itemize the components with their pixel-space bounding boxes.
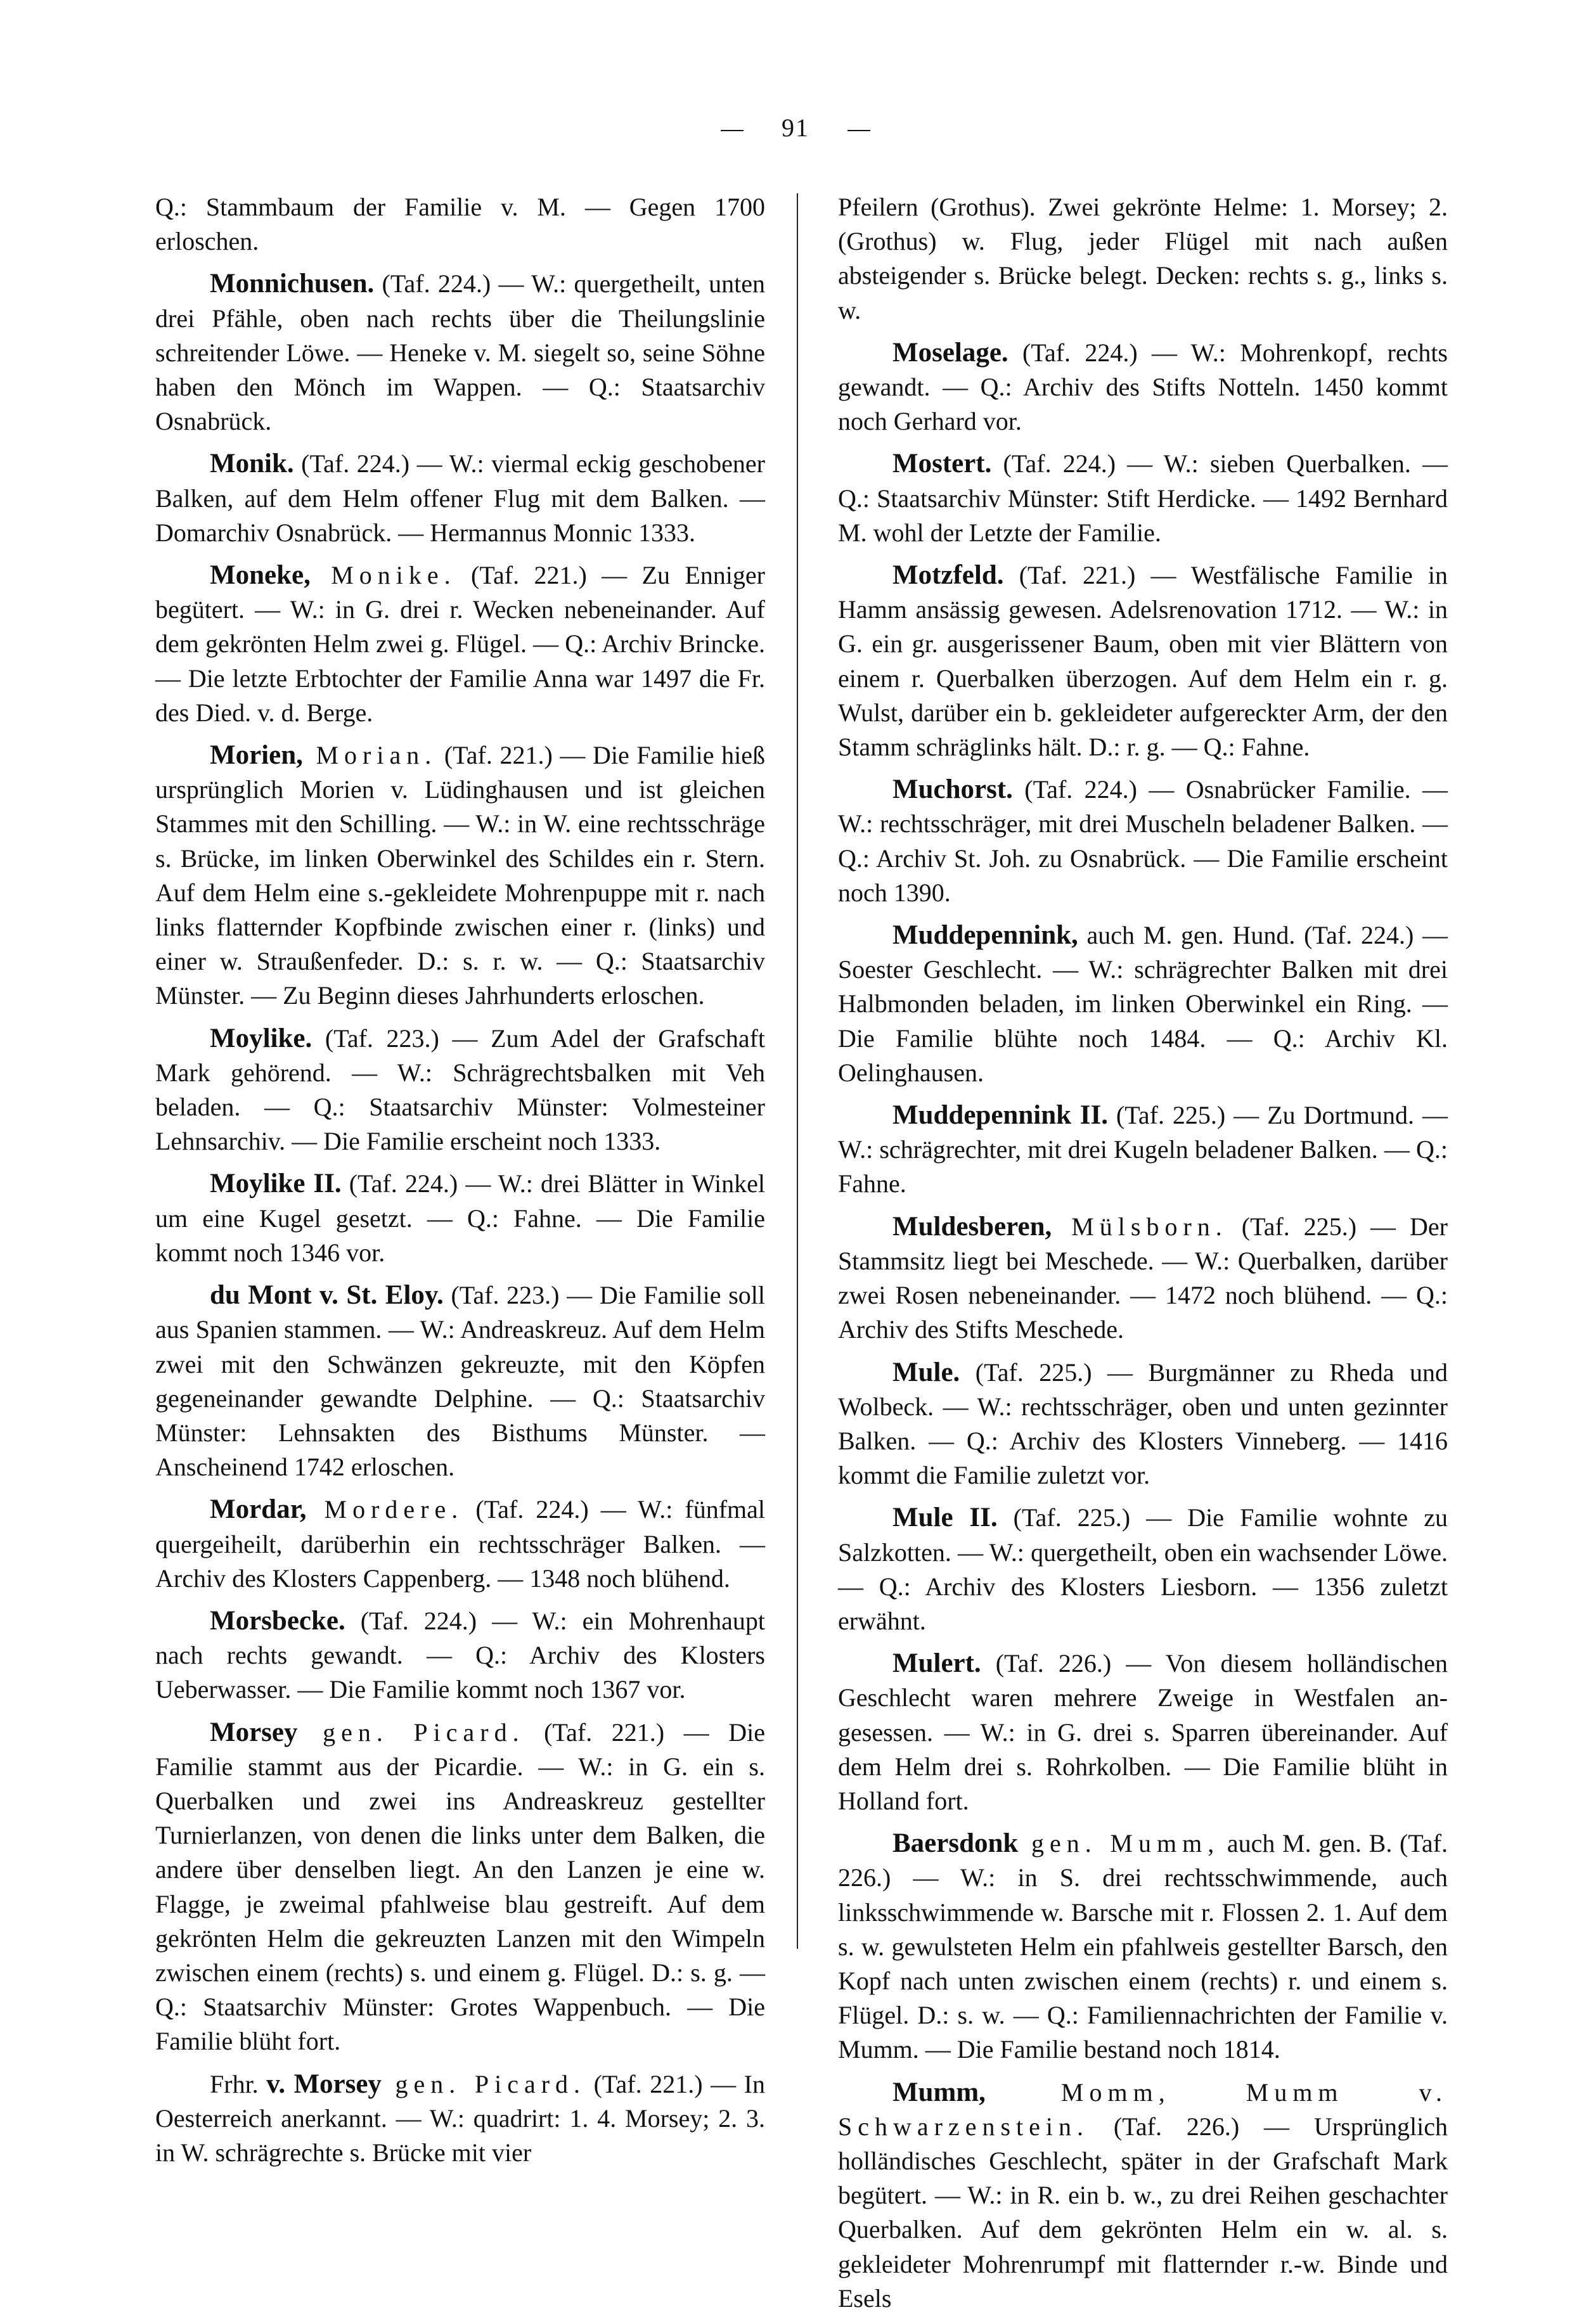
entry-headword: Baersdonk	[892, 1828, 1019, 1859]
entry-headword: Monnichusen.	[210, 269, 375, 299]
entry-body: (Taf. 226.) — Von diesem holländischen Geschlecht waren mehrere Zweige in Westfalen angesessen. — W.: in G. drei s. Sparren übereinander. Auf dem Helm drei s. Rohrkolben. — Die Familie blüht in Holland fort.	[838, 1649, 1448, 1815]
entry-headword: Moneke,	[210, 560, 311, 591]
entry-headword: Mule.	[892, 1357, 960, 1387]
entry-alt-name: Monike.	[310, 561, 456, 590]
entry-body: (Taf. 225.) — Burgmänner zu Rheda und Wolbeck. — W.: rechtsschräger, oben und unten gezinnter Balken. — Q.: Archiv des Klosters Vinneberg. — 1416 kommt die Familie zuletzt vor.	[838, 1358, 1448, 1490]
entry-muddepennink	[838, 918, 1448, 1090]
entry-body: (Taf. 223.) — Die Familie soll aus Spanien stammen. — W.: Andreaskreuz. Auf dem Helm zwei mit den Schwänzen gekreuzte, mit den Köpfen gegeneinander gewandte Delphine. — Q.: Staatsarchiv Münster: Lehnsakten des Bisthums Münster. — Anscheinend 1742 erloschen.	[155, 1281, 765, 1482]
entry-muchorst	[838, 773, 1448, 910]
entry-headword: du Mont v. St. Eloy.	[210, 1280, 444, 1311]
entry-headword: Morsey	[210, 1717, 298, 1747]
entry-headword: Mule II.	[892, 1503, 998, 1533]
entry-headword: Mostert.	[892, 449, 992, 479]
entry-body: (Taf. 221.) — Zu Enniger begütert. — W.: in G. drei r. Wecken nebeneinander. Auf dem gekrönten Helm zwei g. Flügel. — Q.: Archiv Brincke. — Die letzte Erbtochter der Familie Anna war 1497 die Fr. des Died. v. d. Berge.	[155, 561, 765, 727]
entry-morsbecke	[155, 1604, 765, 1707]
entry-body: (Taf. 221.) — In Oesterreich anerkannt. — W.: quadrirt: 1. 4. Morsey; 2. 3. in W. schrägrechte s. Brücke mit vier	[155, 2069, 765, 2167]
entry-body: (Taf. 224.) — W.: Mohrenkopf, rechts gewandt. — Q.: Archiv des Stifts Notteln. 1450 kommt noch Gerhard vor.	[838, 338, 1448, 436]
entry-body: (Taf. 221.) — Westfälische Familie in Hamm ansässig gewesen. Adelsrenovation 1712. — W.: in G. ein gr. ausgerissener Baum, oben mit vier Blättern von einem r. Querbalken überzogen. Auf dem Helm ein r. g. Wulst, darüber ein b. gekleideter aufgereckter Arm, der den Stamm schräglinks hält. D.: r. g. — Q.: Fahne.	[838, 561, 1448, 762]
entry-headword: Morien,	[210, 740, 303, 771]
continuation-text: Q.: Stammbaum der Familie v. M. — Gegen 1700 erloschen.	[155, 193, 765, 256]
left-column	[155, 190, 765, 2178]
entry-headword: Motzfeld.	[892, 560, 1004, 591]
entry-headword: Moselage.	[892, 337, 1008, 368]
entry-headword: Morsbecke.	[210, 1605, 345, 1636]
entry-frhr-v-morsey	[155, 2067, 765, 2171]
entry-headword: Moylike.	[210, 1023, 312, 1053]
entry-body: (Taf. 224.) — W.: quergetheilt, unten drei Pfähle, oben nach rechts über die Theilungslinie schreitender Löwe. — Heneke v. M. siegelt so, seine Söhne haben den Mönch im Wappen. — Q.: Staatsarchiv Osnabrück.	[155, 269, 765, 436]
entry-headword: Mulert.	[892, 1648, 981, 1679]
entry-headword: Mumm,	[892, 2077, 986, 2107]
entry-headword: Muchorst.	[892, 774, 1013, 805]
entry-body: (Taf. 224.) — W.: sieben Querbalken. — Q.: Staatsarchiv Münster: Stift Herdicke. — 1492 Bernhard M. wohl der Letzte der Familie.	[838, 449, 1448, 547]
entry-baersdonk	[838, 1826, 1448, 2067]
entry-headword: Moylike II.	[210, 1169, 342, 1199]
entry-body: auch M. gen. B. (Taf. 226.) — W.: in S. drei rechtsschwimmende, auch linksschwimmende w. Barsche mit r. Flossen 2. 1. Auf dem s. w. gewulsteten Helm ein pfahlweis gestellter Barsch, den Kopf nach unten zwischen einem (rechts) r. und einem s. Flügel. D.: s. w. — Q.: Familiennachrichten der Familie v. Mumm. — Die Familie bestand noch 1814.	[838, 1829, 1448, 2064]
entry-body: (Taf. 224.) — W.: fünfmal quergeiheilt, darüberhin ein rechtsschräger Balken. — Archiv des Klosters Cappenberg. — 1348 noch blühend.	[155, 1495, 766, 1593]
entry-moylike-ii	[155, 1167, 765, 1270]
entry-monik	[155, 447, 765, 550]
entry-monnichusen	[155, 267, 765, 439]
entry-mulert	[838, 1647, 1448, 1818]
entry-body: (Taf. 226.) — Ursprünglich holländisches Geschlecht, später in der Grafschaft Mark begütert. — W.: in R. ein b. w., zu drei Reihen geschachter Querbalken. Auf dem gekrönten Helm ein w. al. s. gekleideter Mohrenrumpf mit flatternder r.-w. Binde und Esels	[838, 2112, 1448, 2313]
entry-alt-name: gen. Mumm,	[1018, 1829, 1220, 1858]
entry-body: (Taf. 224.) — W.: viermal eckig geschobener Balken, auf dem Helm offener Flug mit dem Balken. — Domarchiv Osnabrück. — Hermannus Monnic 1333.	[155, 449, 765, 547]
entry-alt-name: gen. Picard.	[381, 2069, 586, 2098]
entry-mostert	[838, 447, 1448, 550]
entry-moylike	[155, 1022, 765, 1159]
entry-body: (Taf. 224.) — Osnabrücker Familie. — W.: rechtsschräger, mit drei Muscheln beladener Balken. — Q.: Archiv St. Joh. zu Osnabrück. — Die Familie erscheint noch 1390.	[838, 775, 1448, 907]
entry-body: (Taf. 223.) — Zum Adel der Grafschaft Mark gehörend. — W.: Schrägrechtsbalken mit Veh beladen. — Q.: Staatsarchiv Münster: Volmesteiner Lehnsarchiv. — Die Familie erscheint noch 1333.	[155, 1024, 765, 1156]
entry-mule	[838, 1356, 1448, 1493]
entry-headword: v. Morsey	[266, 2069, 382, 2099]
entry-body: (Taf. 221.) — Die Familie stammt aus der Picardie. — W.: in G. ein s. Querbalken und zwei ins Andreaskreuz gestellter Turnierlanzen, von denen die links unter dem Balken, die andere über denselben liegt. An den Lanzen je eine w. Flagge, je zweimal pfahlweise blau gestreift. Auf dem gekrönten Helm die gekreuzten Lanzen mit den Wimpeln zwischen einem (rechts) s. und einem g. Flügel. D.: s. g. — Q.: Staatsarchiv Münster: Grotes Wappenbuch. — Die Familie blüht fort.	[155, 1717, 765, 2056]
page-number-value: 91	[782, 113, 809, 142]
right-column	[838, 190, 1448, 2324]
entry-morsey	[155, 1716, 765, 2059]
column-divider	[797, 193, 798, 1949]
entry-body: (Taf. 224.) — W.: ein Mohrenhaupt nach rechts gewandt. — Q.: Archiv des Klosters Ueberwasser. — Die Familie kommt noch 1367 vor.	[155, 1606, 765, 1704]
continuation-text: Pfeilern (Grothus). Zwei gekrönte Helme: 1. Morsey; 2. (Grothus) w. Flug, jeder Flügel mit nach außen absteigender s. Brücke belegt. Decken: rechts s. g., links s. w.	[838, 193, 1448, 324]
entry-headword: Muldesberen,	[892, 1211, 1052, 1242]
entry-alt-name: Mülsborn.	[1052, 1212, 1228, 1241]
entry-headword: Monik.	[210, 449, 294, 479]
entry-alt-name: Momm, Mumm v. Schwarzenstein.	[838, 2077, 1448, 2141]
entry-body: (Taf. 225.) — Die Familie wohnte zu Salzkotten. — W.: quergetheilt, oben ein wachsender Löwe. — Q.: Archiv des Klosters Liesborn. — 1356 zuletzt erwähnt.	[838, 1503, 1448, 1635]
entry-alt-name: gen. Picard.	[297, 1717, 525, 1747]
entry-body: auch M. gen. Hund. (Taf. 224.) — Soester Geschlecht. — W.: schrägrechter Balken mit drei Halbmonden beladen, im linken Oberwinkel ein Ring. — Die Familie blühte noch 1484. — Q.: Archiv Kl. Oelinghausen.	[838, 921, 1448, 1087]
entry-body: (Taf. 221.) — Die Familie hieß ursprünglich Morien v. Lüdinghausen und ist gleichen Stammes mit den Schilling. — W.: in W. eine rechtsschräge s. Brücke, im linken Oberwinkel des Schildes ein r. Stern. Auf dem Helm eine s.-gekleidete Mohrenpuppe mit r. nach links flatternder Kopfbinde zwischen einer r. (links) und einer w. Straußenfeder. D.: s. r. w. — Q.: Staatsarchiv Münster. — Zu Beginn dieses Jahrhunderts erloschen.	[155, 741, 765, 1010]
page-number	[0, 113, 1591, 143]
page-number-dash-left	[721, 130, 744, 131]
page-number-dash-right	[847, 130, 870, 131]
entry-alt-name: Mordere.	[306, 1495, 464, 1524]
entry-body: (Taf. 224.) — W.: drei Blätter in Winkel um eine Kugel gesetzt. — Q.: Fahne. — Die Familie kommt noch 1346 vor.	[155, 1169, 765, 1267]
entry-morien	[155, 738, 765, 1013]
entry-headword: Muddepennink,	[892, 920, 1078, 951]
entry-headword: Mordar,	[210, 1494, 307, 1525]
entry-body: (Taf. 225.) — Der Stammsitz liegt bei Meschede. — W.: Querbalken, darüber zwei Rosen nebeneinander. — 1472 noch blühend. — Q.: Archiv des Stifts Meschede.	[838, 1212, 1448, 1344]
entry-muldesberen	[838, 1210, 1448, 1347]
entry-moselage	[838, 336, 1448, 439]
entry-moneke	[155, 558, 765, 730]
entry-mumm	[838, 2076, 1448, 2316]
entry-prefix: Frhr.	[210, 2069, 267, 2098]
entry-headword: Muddepennink II.	[892, 1100, 1108, 1131]
entry-du-mont	[155, 1278, 765, 1484]
entry-muddepennink-ii	[838, 1098, 1448, 1202]
entry-body: (Taf. 225.) — Zu Dortmund. — W.: schrägrechter, mit drei Kugeln beladener Balken. — Q.: Fahne.	[838, 1101, 1448, 1198]
entry-mule-ii	[838, 1501, 1448, 1638]
entry-motzfeld	[838, 558, 1448, 764]
entry-alt-name: Morian.	[302, 741, 437, 770]
entry-mordar	[155, 1493, 765, 1596]
